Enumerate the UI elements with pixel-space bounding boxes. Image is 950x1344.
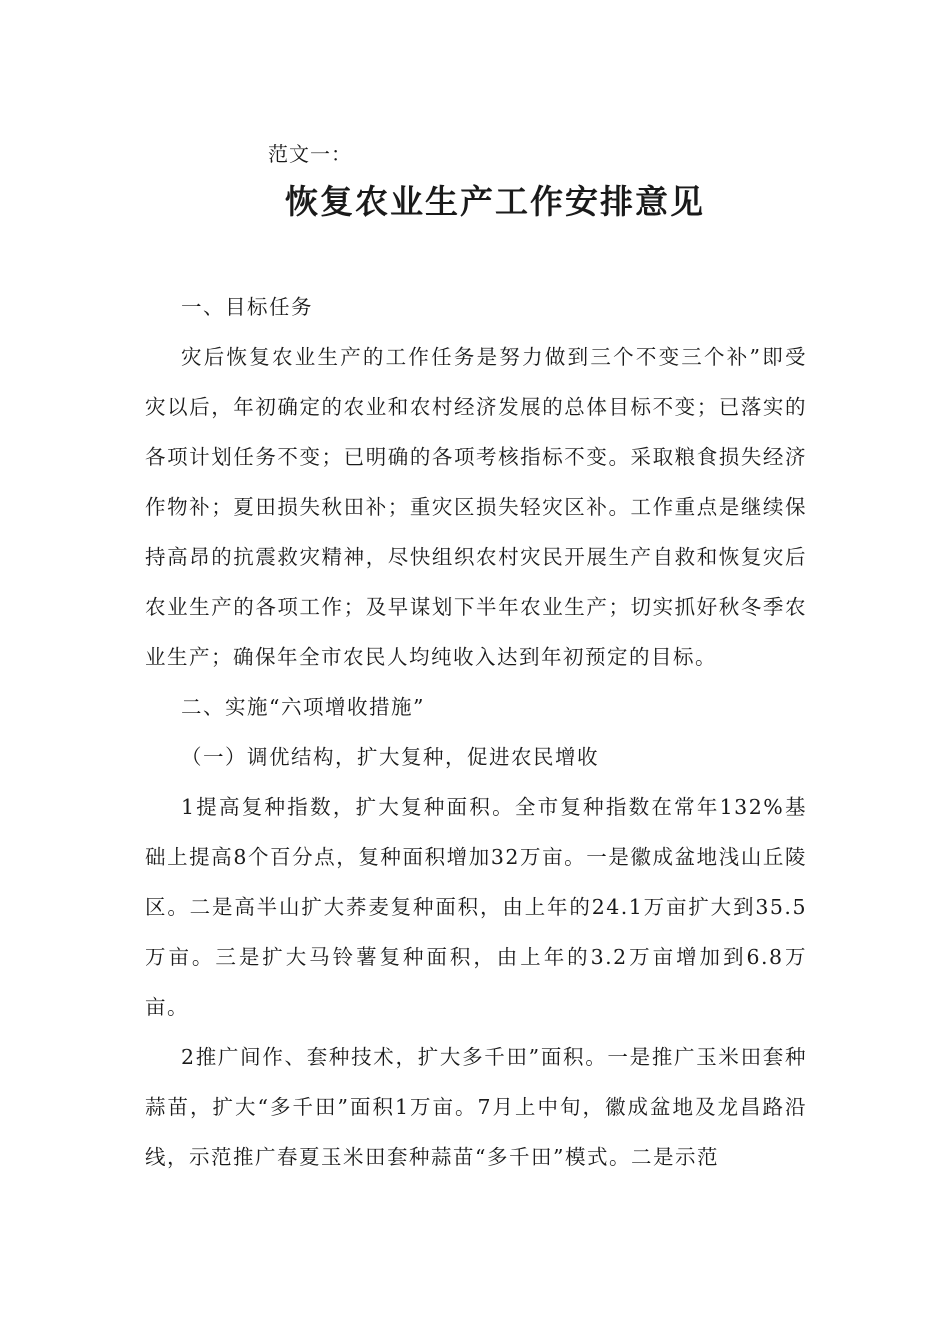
paragraph-item-1: 1提高复种指数，扩大复种面积。全市复种指数在常年132%基础上提高8个百分点，复种面积增加32万亩。一是徽成盆地浅山丘陵区。二是高半山扩大荞麦复种面积，由上年的24.1万亩扩大到35.5万亩。三是扩大马铃薯复种面积，由上年的3.2万亩增加到6.8万亩。 (145, 795, 807, 1019)
paragraph-goals: 灾后恢复农业生产的工作任务是努力做到三个不变三个补”即受灾以后，年初确定的农业和农村经济发展的总体目标不变；已落实的各项计划任务不变；已明确的各项考核指标不变。采取粮食损失经济作物补；夏田损失秋田补；重灾区损失轻灾区补。工作重点是继续保持高昂的抗震救灾精神，尽快组织农村灾民开展生产自救和恢复灾后农业生产的各项工作；及早谋划下半年农业生产；切实抓好秋冬季农业生产；确保年全市农民人均纯收入达到年初预定的目标。 (145, 345, 807, 669)
document-title: 恢复农业生产工作安排意见 (285, 182, 705, 221)
subsection-heading: （一）调优结构，扩大复种，促进农民增收 (181, 745, 599, 769)
document-body (145, 282, 807, 1182)
section-heading-measures: 二、实施“六项增收措施” (181, 695, 425, 719)
paragraph-item-2: 2推广间作、套种技术，扩大多千田”面积。一是推广玉米田套种蒜苗，扩大“多千田”面积1万亩。7月上中旬，徽成盆地及龙昌路沿线，示范推广春夏玉米田套种蒜苗“多千田”模式。二是示范 (145, 1045, 807, 1169)
sample-label: 范文一： (268, 142, 352, 166)
section-heading-goals: 一、目标任务 (181, 295, 313, 319)
